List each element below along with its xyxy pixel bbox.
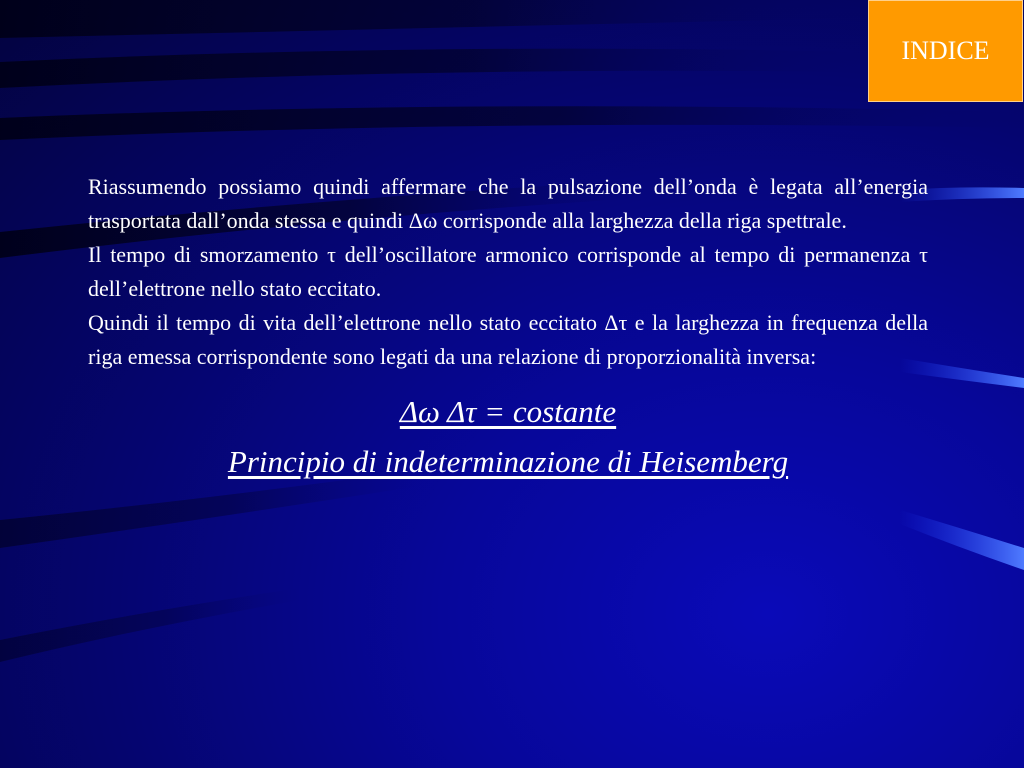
blue-streak — [900, 510, 1024, 570]
dark-streak — [0, 49, 860, 88]
dark-streak — [0, 0, 860, 38]
principle-title: Principio di indeterminazione di Heisemberg — [227, 444, 789, 479]
paragraph-damping-time: Il tempo di smorzamento τ dell’oscillatore armonico corrisponde al tempo di permanenza τ dell’elettrone nello stato eccitato. — [88, 242, 928, 301]
dark-streak — [0, 588, 300, 662]
paragraph-lifetime: Quindi il tempo di vita dell’elettrone nello stato eccitato Δτ e la larghezza in frequenza della riga emessa corrispondente sono legati da una relazione di proporzionalità inversa: — [88, 310, 928, 369]
index-button-label: INDICE — [901, 36, 990, 65]
dark-streak — [0, 106, 1024, 140]
paragraph-frequency: Riassumendo possiamo quindi affermare che la pulsazione dell’onda è legata all’energia trasportata dall’onda stessa e quindi Δω corrisponde alla larghezza della riga spettrale. — [88, 174, 928, 233]
slide-content — [88, 170, 928, 482]
index-button[interactable] — [868, 0, 1023, 102]
uncertainty-formula: Δω Δτ = costante — [399, 394, 617, 429]
